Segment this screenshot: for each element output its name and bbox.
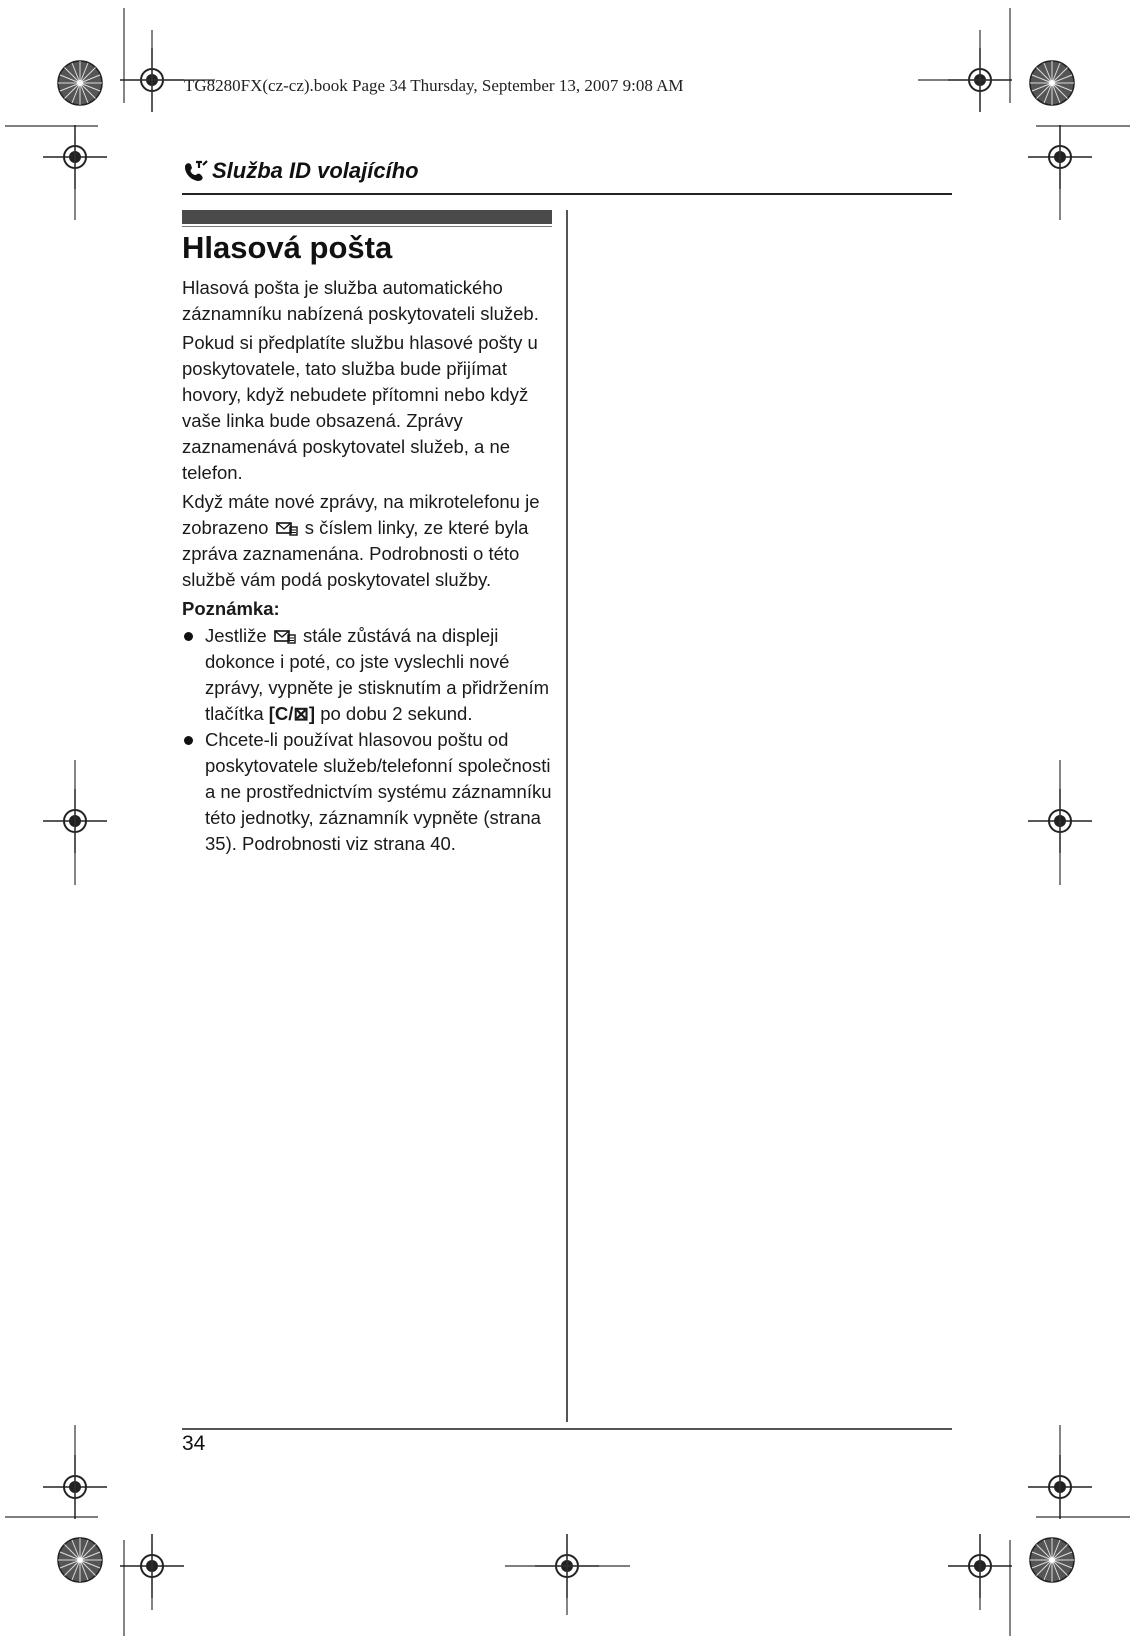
title-bar-underline xyxy=(182,226,552,227)
star-target-icon xyxy=(1030,1538,1074,1582)
voice-mail-envelope-icon xyxy=(276,520,298,536)
note-list xyxy=(182,623,562,857)
key-label: [C/⊠] xyxy=(268,703,316,724)
section-title: Služba ID volajícího xyxy=(212,158,419,183)
list-item: Jestliže stále zůstává na displeji dokonce i poté, co jste vyslechli nové zprávy, vypněte je stisknutím a přidržením tlačítka [C/⊠] po dobu 2 sekund. xyxy=(182,623,562,727)
star-target-icon xyxy=(1030,61,1074,105)
paragraph: Když máte nové zprávy, na mikrotelefonu je zobrazeno s číslem linky, ze které byla zpráva zaznamenána. Podrobnosti o této službě vám podá poskytovatel služby. xyxy=(182,491,540,590)
bullet-icon xyxy=(184,632,193,641)
paragraph: Hlasová pošta je služba automatického záznamníku nabízená poskytovateli služeb. xyxy=(182,277,539,324)
section-divider xyxy=(182,193,952,195)
star-target-icon xyxy=(58,61,102,105)
page-title: Hlasová pošta xyxy=(182,230,393,265)
note-heading: Poznámka: xyxy=(182,598,280,619)
list-item: Chcete-li používat hlasovou poštu od poskytovatele služeb/telefonní společnosti a ne prostřednictvím systému záznamníku této jednotky, záznamník vypněte (strana 35). Podrobnosti viz strana 40. xyxy=(182,727,562,857)
print-slug: TG8280FX(cz-cz).book Page 34 Thursday, September 13, 2007 9:08 AM xyxy=(184,76,684,95)
caller-id-phone-icon xyxy=(182,159,208,183)
star-target-icon xyxy=(58,1538,102,1582)
footer-divider xyxy=(182,1428,952,1430)
body-text xyxy=(182,275,562,857)
column-divider xyxy=(566,210,568,1422)
section-header xyxy=(182,158,419,184)
bullet-icon xyxy=(184,736,193,745)
page-number: 34 xyxy=(182,1432,206,1455)
voice-mail-envelope-icon xyxy=(274,628,296,644)
title-bar xyxy=(182,210,552,224)
paragraph: Pokud si předplatíte službu hlasové pošty u poskytovatele, tato služba bude přijímat hovory, když nebudete přítomni nebo když vaše linka bude obsazená. Zprávy zaznamenává poskytovatel služeb, a ne telefon. xyxy=(182,332,538,483)
